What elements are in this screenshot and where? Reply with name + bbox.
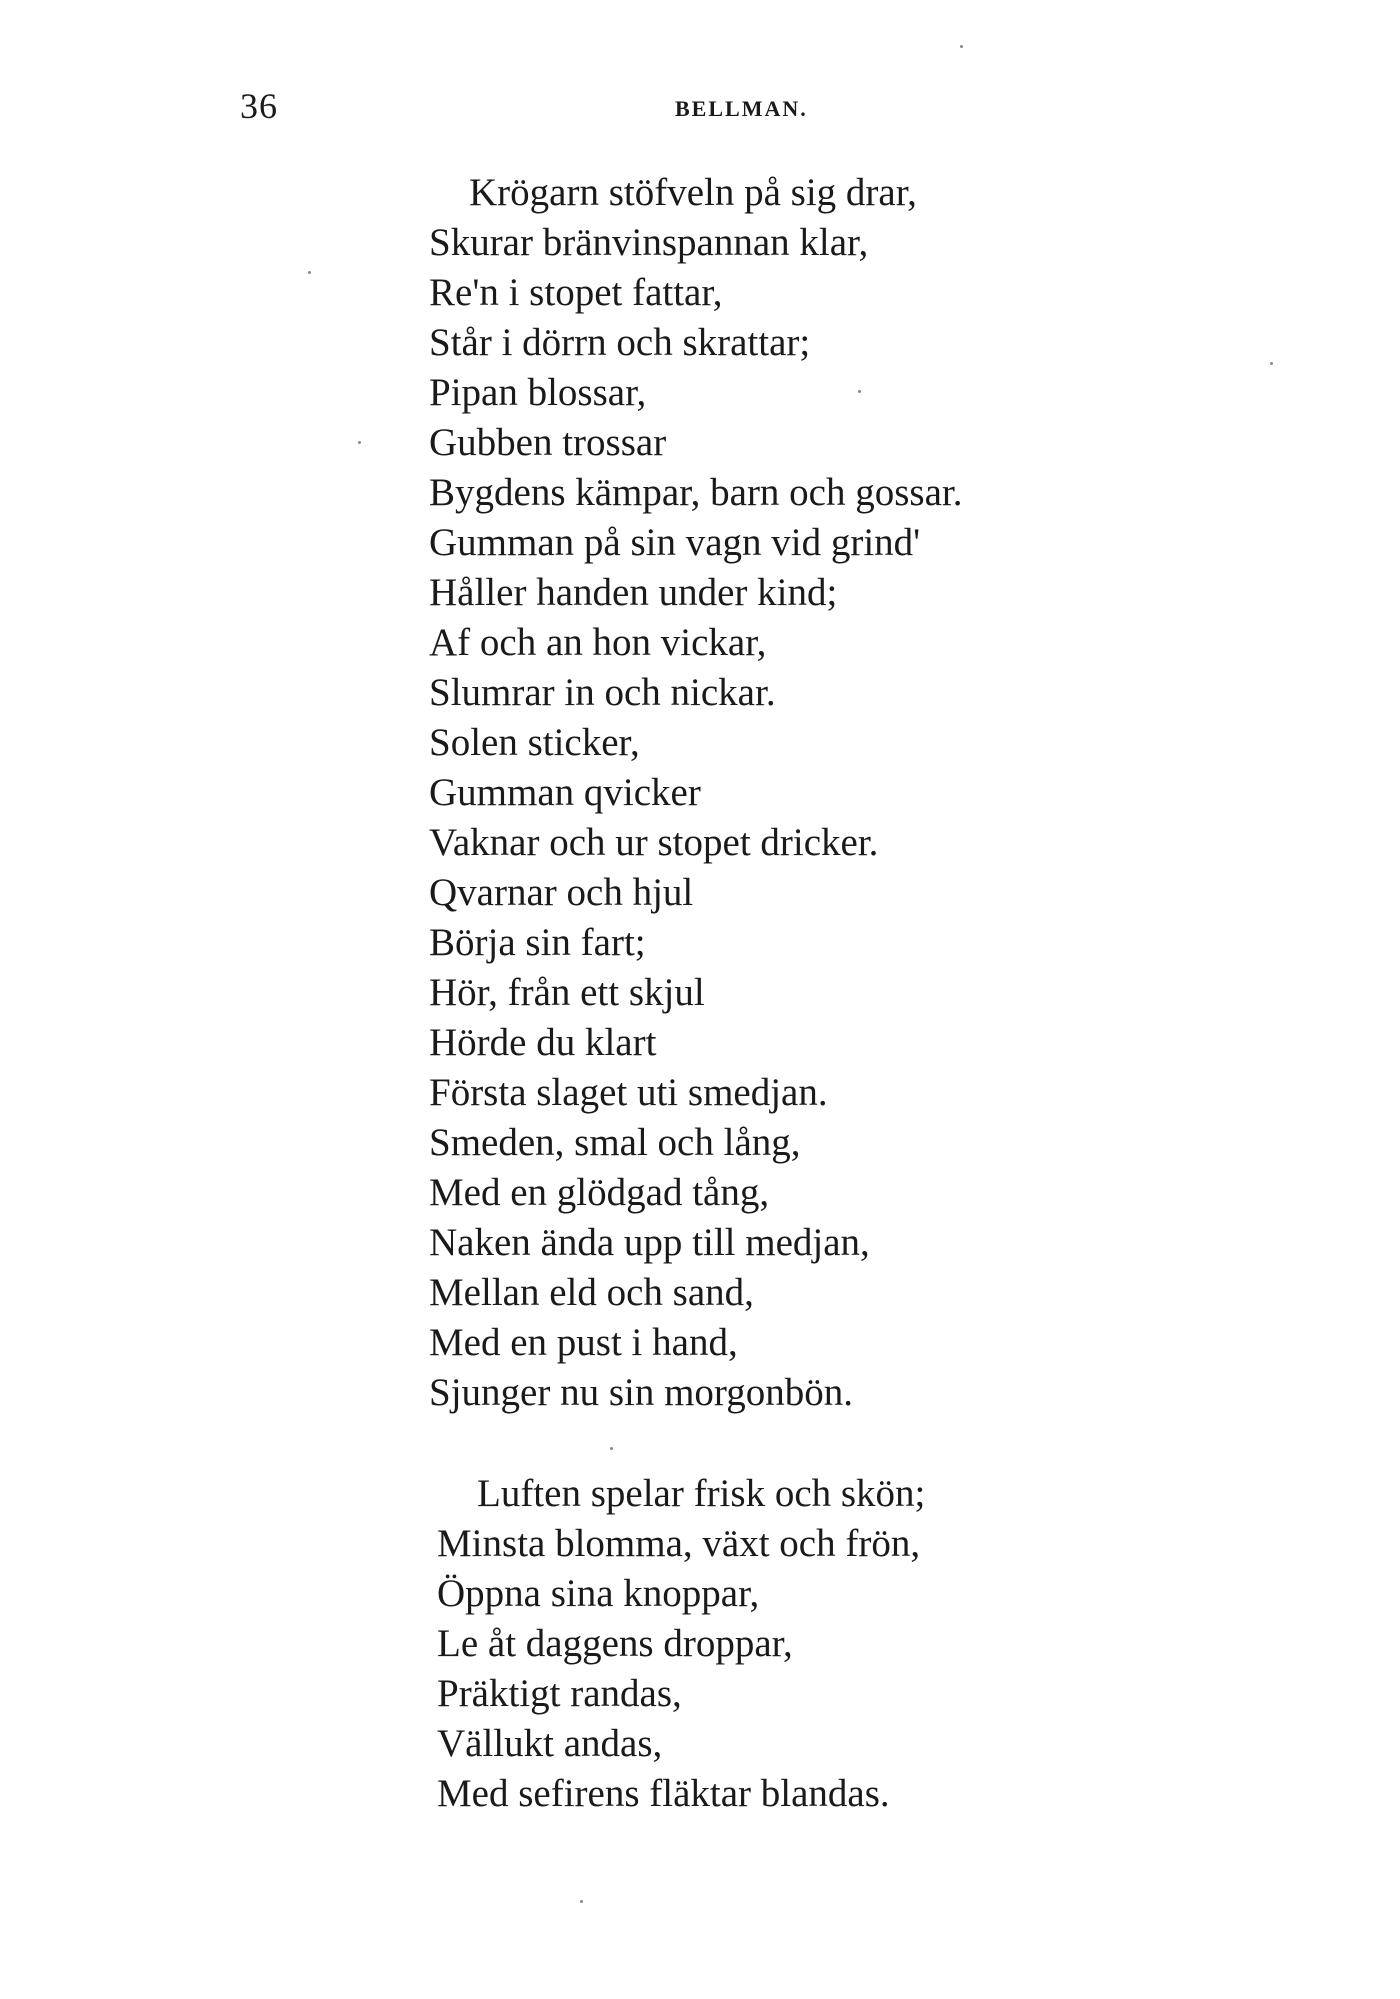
- verse-line: Öppna sina knoppar,: [437, 1572, 760, 1615]
- verse-line: Står i dörrn och skrattar;: [429, 321, 811, 364]
- verse-line: Sjunger nu sin morgonbön.: [429, 1371, 853, 1414]
- verse-line: Luften spelar frisk och skön;: [477, 1472, 926, 1515]
- verse-line: Re'n i stopet fattar,: [429, 271, 723, 314]
- print-speck: [580, 1900, 583, 1903]
- verse-line: Gubben trossar: [429, 421, 667, 464]
- verse-line: Första slaget uti smedjan.: [429, 1071, 828, 1114]
- verse-line: Gumman på sin vagn vid grind': [429, 521, 921, 564]
- verse-line: Med en glödgad tång,: [429, 1171, 770, 1214]
- verse-line: Vaknar och ur stopet dricker.: [429, 821, 879, 864]
- verse-line: Börja sin fart;: [429, 921, 646, 964]
- page-number: 36: [240, 86, 278, 126]
- verse-line: Vällukt andas,: [437, 1722, 663, 1765]
- print-speck: [358, 441, 361, 444]
- verse-line: Mellan eld och sand,: [429, 1271, 754, 1314]
- verse-line: Med sefirens fläktar blandas.: [437, 1772, 890, 1815]
- verse-line: Hörde du klart: [429, 1021, 657, 1064]
- running-head: BELLMAN.: [675, 96, 808, 121]
- verse-line: Skurar bränvinspannan klar,: [429, 221, 869, 264]
- verse-line: Krögarn stöfveln på sig drar,: [469, 171, 917, 214]
- verse-line: Pipan blossar,: [429, 371, 647, 414]
- verse-line: Smeden, smal och lång,: [429, 1121, 801, 1164]
- verse-line: Solen sticker,: [429, 721, 640, 764]
- verse-line: Bygdens kämpar, barn och gossar.: [429, 471, 963, 514]
- verse-line: Med en pust i hand,: [429, 1321, 738, 1364]
- verse-line: Minsta blomma, växt och frön,: [437, 1522, 921, 1565]
- verse-line: Hör, från ett skjul: [429, 971, 705, 1014]
- page-header: [240, 86, 1140, 136]
- verse-line: Af och an hon vickar,: [429, 621, 767, 664]
- verse-line: Le åt daggens droppar,: [437, 1622, 793, 1665]
- verse-line: Qvarnar och hjul: [429, 871, 694, 914]
- verse-line: Naken ända upp till medjan,: [429, 1221, 870, 1264]
- verse-line: Präktigt randas,: [437, 1672, 682, 1715]
- print-speck: [1270, 362, 1273, 365]
- print-speck: [960, 45, 963, 48]
- print-speck: [610, 1447, 613, 1450]
- print-speck: [308, 271, 311, 274]
- stanza-1: [429, 168, 1169, 1418]
- stanza-2: [429, 1469, 1169, 1819]
- print-speck: [858, 390, 861, 393]
- verse-line: Håller handen under kind;: [429, 571, 838, 614]
- verse-line: Slumrar in och nickar.: [429, 671, 776, 714]
- verse-line: Gumman qvicker: [429, 771, 701, 814]
